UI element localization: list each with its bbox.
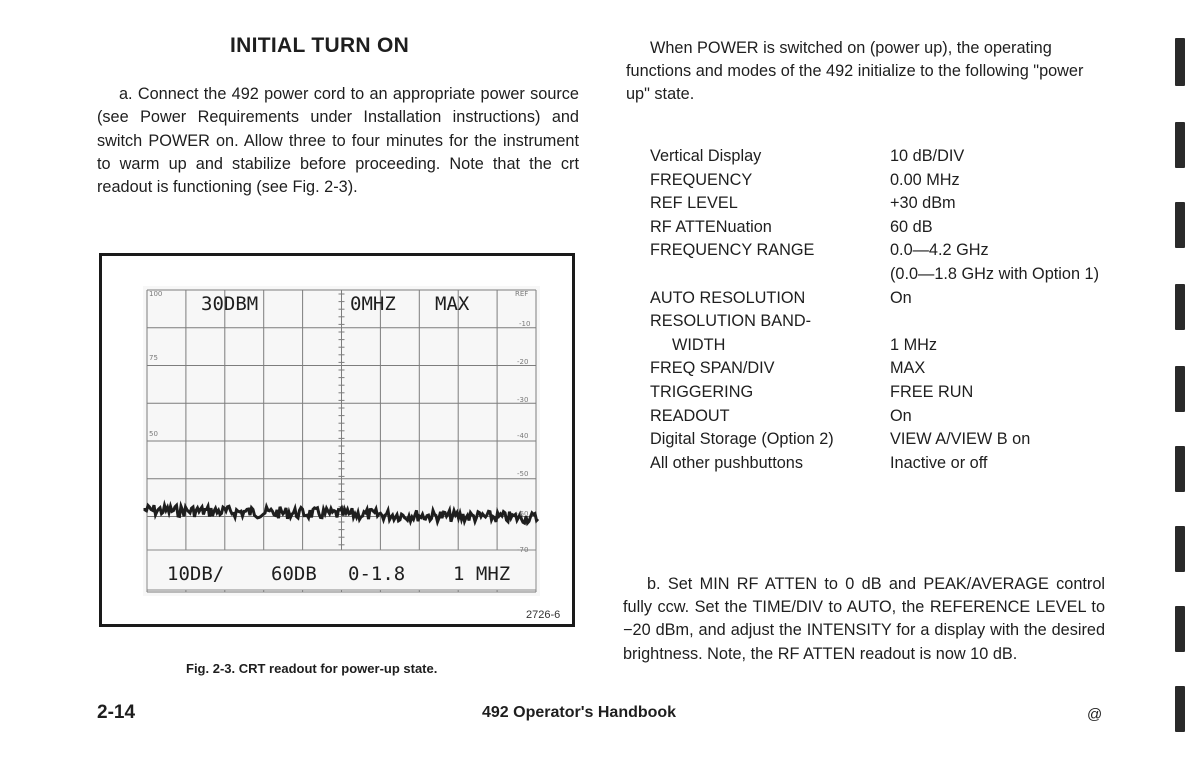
right-mark-2: -20 — [517, 358, 529, 366]
readout-ref-level: 30DBM — [201, 293, 259, 315]
section-tab — [1175, 122, 1185, 168]
section-tab — [1175, 446, 1185, 492]
footer-mark: @ — [1087, 706, 1103, 723]
setting-value: 0.00 MHz — [890, 170, 960, 189]
paragraph-a-text: a. Connect the 492 power cord to an appropriate power source (see Power Requirements under Installation instructions) and switch POWER on. Allow three to four minutes for the instrument to warm up and stabilize before proceeding. Note that the crt readout is functioning (see Fig. 2-3). — [97, 85, 579, 197]
settings-row — [650, 169, 1140, 193]
section-heading: INITIAL TURN ON — [230, 34, 410, 57]
setting-name: All other pushbuttons — [650, 453, 803, 472]
setting-name: Digital Storage (Option 2) — [650, 430, 834, 449]
settings-row — [650, 310, 1140, 334]
setting-name: FREQUENCY — [650, 170, 753, 189]
setting-value: On — [890, 288, 912, 307]
settings-row — [650, 405, 1140, 429]
right-mark-1: -10 — [519, 320, 531, 328]
setting-value: 10 dB/DIV — [890, 147, 965, 165]
setting-value: +30 dBm — [890, 194, 956, 213]
left-mark-3: 50 — [149, 430, 158, 438]
paragraph-a — [97, 83, 579, 199]
setting-name — [650, 263, 890, 287]
right-mark-0: REF — [515, 290, 529, 298]
settings-row — [650, 452, 1140, 476]
section-tab — [1175, 526, 1185, 572]
right-mark-5: -50 — [517, 470, 529, 478]
intro-paragraph — [626, 37, 1110, 106]
setting-value: On — [890, 406, 912, 425]
section-tab — [1175, 606, 1185, 652]
footer-title: 492 Operator's Handbook — [482, 704, 677, 721]
section-tab — [1175, 38, 1185, 86]
paragraph-b — [623, 573, 1105, 666]
left-mark-1: 100 — [149, 290, 163, 298]
right-mark-6: -60 — [517, 510, 529, 518]
settings-row — [650, 334, 1140, 358]
settings-row — [650, 145, 1140, 169]
setting-value: 0.0—4.2 GHz — [890, 241, 989, 260]
crt-screen — [143, 286, 540, 596]
setting-name: WIDTH — [672, 335, 726, 354]
setting-value: 60 dB — [890, 217, 933, 236]
setting-name: FREQ SPAN/DIV — [650, 359, 775, 378]
settings-row — [650, 192, 1140, 216]
settings-row — [650, 287, 1140, 311]
setting-value: Inactive or off — [890, 453, 988, 472]
settings-row — [650, 239, 1140, 263]
setting-value: 1 MHz — [890, 335, 938, 354]
section-tab — [1175, 366, 1185, 412]
right-mark-4: -40 — [517, 432, 529, 440]
setting-value: FREE RUN — [890, 382, 974, 401]
setting-name: READOUT — [650, 406, 730, 425]
setting-value: (0.0—1.8 GHz with Option 1) — [890, 264, 1100, 283]
settings-row — [650, 263, 1140, 287]
setting-name: AUTO RESOLUTION — [650, 288, 806, 307]
readout-freq-range: 0-1.8 — [348, 563, 406, 585]
left-mark-2: 75 — [149, 354, 158, 362]
setting-name: RESOLUTION BAND- — [650, 312, 812, 331]
setting-name: Vertical Display — [650, 147, 762, 165]
paragraph-b-text: b. Set MIN RF ATTEN to 0 dB and PEAK/AVERAGE control fully ccw. Set the TIME/DIV to AUTO, the REFERENCE LEVEL to −20 dBm, and adjust the INTENSITY for a display with the desired brightness. Note, the RF ATTEN readout is now 10 dB. — [623, 575, 1105, 663]
section-tab — [1175, 284, 1185, 330]
readout-span: MAX — [435, 293, 470, 315]
readout-atten: 60DB — [271, 563, 317, 585]
settings-row — [650, 381, 1140, 405]
page-number: 2-14 — [97, 702, 136, 723]
power-up-settings-table — [650, 145, 1140, 475]
right-mark-7: -70 — [517, 546, 529, 554]
settings-row — [650, 357, 1140, 381]
readout-center-freq: 0MHZ — [350, 293, 396, 315]
readout-resolution: 1 MHZ — [453, 563, 511, 585]
setting-name: REF LEVEL — [650, 194, 738, 213]
settings-row — [650, 216, 1140, 240]
readout-vertical-scale: 10DB/ — [167, 563, 225, 585]
setting-name: RF ATTENuation — [650, 217, 772, 236]
setting-value: MAX — [890, 359, 926, 378]
section-tab — [1175, 202, 1185, 248]
settings-row — [650, 428, 1140, 452]
setting-name: TRIGGERING — [650, 382, 754, 401]
figure-caption: Fig. 2-3. CRT readout for power-up state. — [186, 661, 438, 676]
figure-number: 2726-6 — [526, 609, 561, 621]
right-mark-3: -30 — [517, 396, 529, 404]
intro-text: When POWER is switched on (power up), the operating functions and modes of the 492 initialize to the following "power up" state. — [626, 39, 1084, 103]
setting-name: FREQUENCY RANGE — [650, 241, 815, 260]
section-tab — [1175, 686, 1185, 732]
setting-value: VIEW A/VIEW B on — [890, 430, 1031, 449]
